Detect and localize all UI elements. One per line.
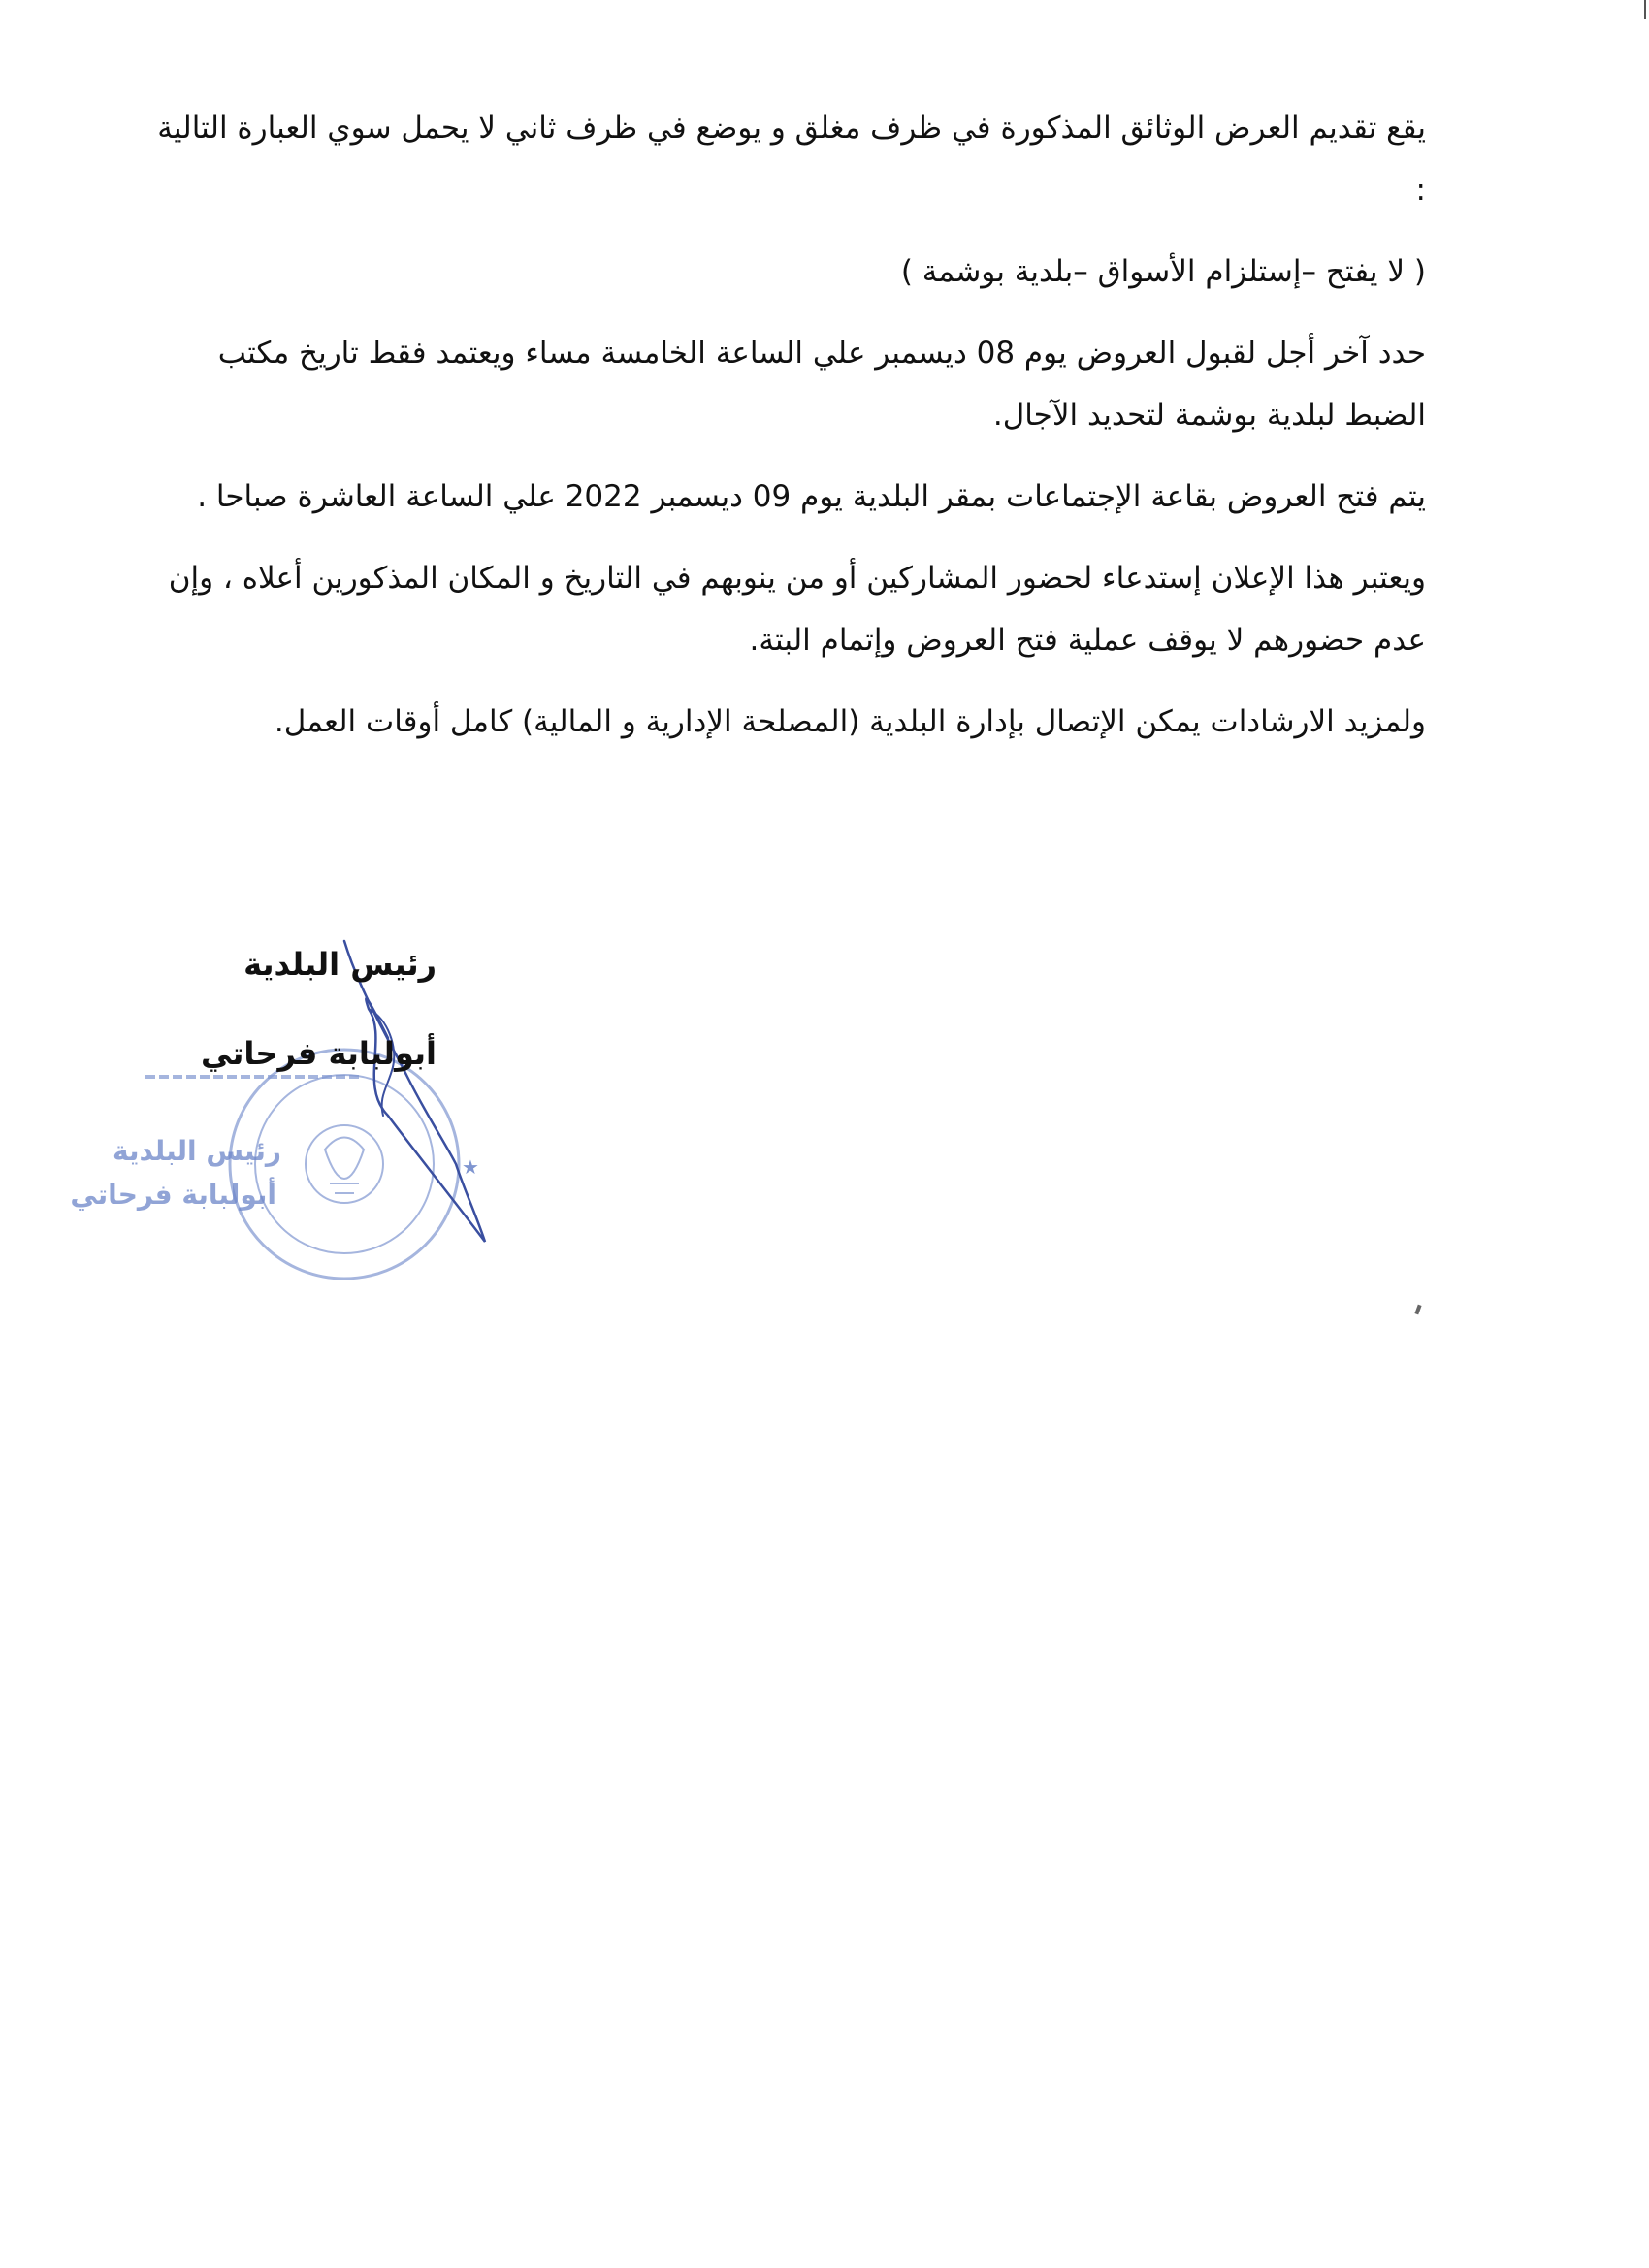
scan-speck [1414, 1305, 1421, 1315]
paragraph-envelope-label: ( لا يفتح –إستلزام الأسواق –بلدية بوشمة ) [900, 254, 1426, 289]
svg-text:★: ★ [462, 1155, 479, 1179]
stamp-name-text: أبولبابة فرحاتي [70, 1179, 276, 1211]
paragraph-deadline: حدد آخر أجل لقبول العروض يوم 08 ديسمبر علي الساعة الخامسة مساء ويعتمد فقط تاريخ مكتب الضبط لبلدية بوشمة لتحديد الآجال. [217, 336, 1426, 433]
signatory-title: رئيس البلدية [243, 946, 436, 983]
paragraph-submission-instructions: يقع تقديم العرض الوثائق المذكورة في ظرف مغلق و يوضع في ظرف ثاني لا يحمل سوي العبارة التالية : [157, 111, 1426, 208]
paragraph-contact: ولمزيد الارشادات يمكن الإتصال بإدارة البلدية (المصلحة الإدارية و المالية) كامل أوقات العمل. [274, 704, 1426, 739]
scan-edge-mark [1644, 0, 1646, 19]
signatory-name: أبولبابة فرحاتي [200, 1035, 436, 1072]
paragraph-invitation: ويعتبر هذا الإعلان إستدعاء لحضور المشاركين أو من ينوبهم في التاريخ و المكان المذكورين أعلاه ، وإن عدم حضورهم لا يوقف عملية فتح العروض وإتمام البتة. [168, 561, 1426, 658]
document-body [146, 97, 1426, 772]
stamp-title-text: رئيس البلدية [112, 1135, 281, 1167]
paragraph-opening-date: يتم فتح العروض بقاعة الإجتماعات بمقر البلدية يوم 09 ديسمبر 2022 علي الساعة العاشرة صباحا . [197, 479, 1426, 514]
signature-block [116, 920, 436, 1098]
